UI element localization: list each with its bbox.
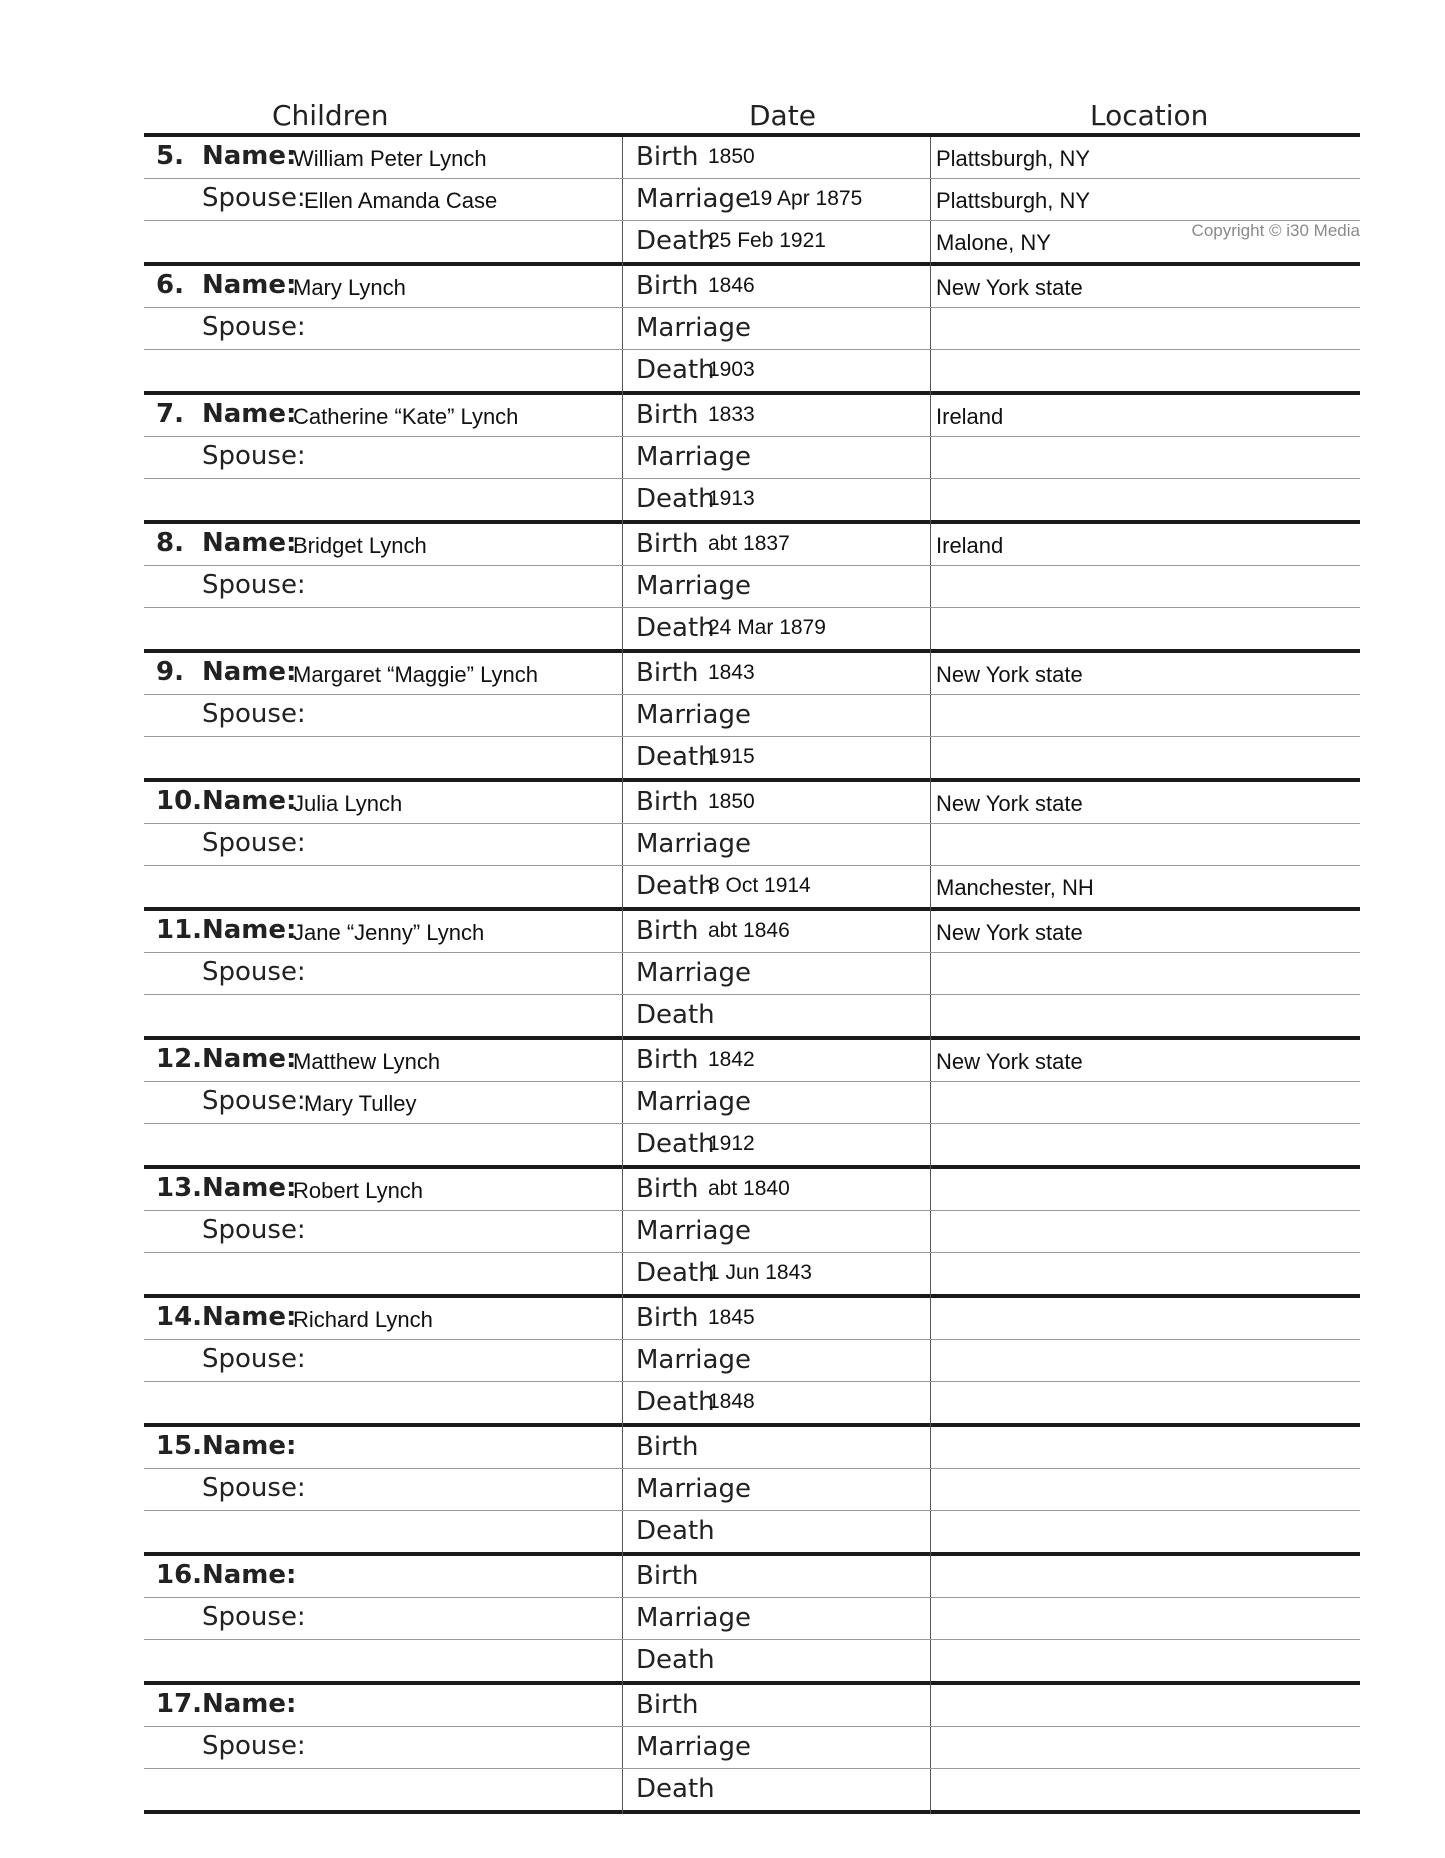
children-cell xyxy=(144,137,622,178)
death-label: Death xyxy=(636,1129,715,1159)
children-cell xyxy=(144,866,622,907)
date-cell xyxy=(624,608,929,649)
child-number: 17. xyxy=(156,1689,203,1719)
birth-location: New York state xyxy=(936,275,1083,300)
table-row xyxy=(144,866,1360,907)
spouse-label: Spouse: xyxy=(202,828,306,858)
location-cell xyxy=(932,266,1360,307)
birth-location: New York state xyxy=(936,1049,1083,1074)
location-cell xyxy=(932,350,1360,391)
marriage-label: Marriage xyxy=(636,829,751,859)
death-label: Death xyxy=(636,1000,715,1030)
child-entry xyxy=(144,653,1360,782)
spouse-label: Spouse: xyxy=(202,1344,306,1374)
birth-label: Birth xyxy=(636,1303,699,1333)
table-row xyxy=(144,1427,1360,1469)
name-label: Name: xyxy=(202,657,297,687)
location-cell xyxy=(932,737,1360,778)
children-table xyxy=(144,137,1360,1814)
location-cell xyxy=(932,524,1360,565)
children-cell xyxy=(144,395,622,436)
table-row xyxy=(144,737,1360,778)
children-cell xyxy=(144,1556,622,1597)
marriage-label: Marriage xyxy=(636,958,751,988)
child-entry xyxy=(144,782,1360,911)
birth-label: Birth xyxy=(636,1432,699,1462)
death-location: Malone, NY xyxy=(936,230,1051,255)
table-row xyxy=(144,566,1360,608)
marriage-label: Marriage xyxy=(636,571,751,601)
table-row xyxy=(144,179,1360,221)
location-cell xyxy=(932,653,1360,694)
birth-label: Birth xyxy=(636,529,699,559)
birth-label: Birth xyxy=(636,1174,699,1204)
children-cell xyxy=(144,695,622,736)
table-row xyxy=(144,782,1360,824)
death-label: Death xyxy=(636,1516,715,1546)
birth-location: New York state xyxy=(936,662,1083,687)
death-label: Death xyxy=(636,742,715,772)
birth-label: Birth xyxy=(636,658,699,688)
table-row xyxy=(144,350,1360,391)
table-row xyxy=(144,653,1360,695)
marriage-label: Marriage xyxy=(636,1474,751,1504)
date-cell xyxy=(624,1253,929,1294)
location-cell xyxy=(932,608,1360,649)
date-cell xyxy=(624,911,929,952)
child-number: 11. xyxy=(156,915,203,945)
spouse-label: Spouse: xyxy=(202,570,306,600)
child-number: 12. xyxy=(156,1044,203,1074)
spouse-label: Spouse: xyxy=(202,1086,306,1116)
child-entry xyxy=(144,1169,1360,1298)
child-number: 13. xyxy=(156,1173,203,1203)
children-cell xyxy=(144,1211,622,1252)
name-label: Name: xyxy=(202,1431,297,1461)
date-cell xyxy=(624,995,929,1036)
child-entry xyxy=(144,1427,1360,1556)
spouse-name: Ellen Amanda Case xyxy=(304,188,498,213)
location-cell xyxy=(932,995,1360,1036)
date-cell xyxy=(624,695,929,736)
children-cell xyxy=(144,995,622,1036)
marriage-date: 19 Apr 1875 xyxy=(749,187,863,210)
child-name: Richard Lynch xyxy=(293,1307,433,1332)
spouse-label: Spouse: xyxy=(202,957,306,987)
child-entry xyxy=(144,911,1360,1040)
birth-label: Birth xyxy=(636,142,699,172)
name-label: Name: xyxy=(202,1689,297,1719)
date-cell xyxy=(624,1124,929,1165)
location-cell xyxy=(932,1769,1360,1810)
location-cell xyxy=(932,695,1360,736)
table-row xyxy=(144,1340,1360,1382)
child-entry xyxy=(144,266,1360,395)
birth-label: Birth xyxy=(636,1690,699,1720)
table-row xyxy=(144,695,1360,737)
table-row xyxy=(144,1727,1360,1769)
children-cell xyxy=(144,479,622,520)
child-number: 5. xyxy=(156,141,184,171)
child-name: Matthew Lynch xyxy=(293,1049,441,1074)
date-cell xyxy=(624,1211,929,1252)
table-row xyxy=(144,824,1360,866)
location-cell xyxy=(932,1124,1360,1165)
death-label: Death xyxy=(636,355,715,385)
location-cell xyxy=(932,179,1360,220)
table-row xyxy=(144,1253,1360,1294)
death-label: Death xyxy=(636,226,715,256)
death-label: Death xyxy=(636,1387,715,1417)
date-cell xyxy=(624,179,929,220)
children-cell xyxy=(144,1340,622,1381)
entry-separator xyxy=(144,1810,1360,1814)
date-cell xyxy=(624,1340,929,1381)
date-cell xyxy=(624,1598,929,1639)
children-cell xyxy=(144,566,622,607)
birth-location: Ireland xyxy=(936,533,1004,558)
table-row xyxy=(144,1169,1360,1211)
death-date: 1915 xyxy=(708,745,755,768)
marriage-label: Marriage xyxy=(636,1087,751,1117)
death-label: Death xyxy=(636,871,715,901)
spouse-label: Spouse: xyxy=(202,1602,306,1632)
spouse-label: Spouse: xyxy=(202,1731,306,1761)
birth-date: 1846 xyxy=(708,274,755,297)
children-cell xyxy=(144,308,622,349)
child-name: Julia Lynch xyxy=(293,791,403,816)
location-cell xyxy=(932,1040,1360,1081)
birth-date: 1833 xyxy=(708,403,755,426)
death-date: 1848 xyxy=(708,1390,755,1413)
name-label: Name: xyxy=(202,1560,297,1590)
birth-location: Plattsburgh, NY xyxy=(936,146,1091,171)
table-row xyxy=(144,608,1360,649)
name-label: Name: xyxy=(202,1302,297,1332)
child-number: 15. xyxy=(156,1431,203,1461)
child-entry xyxy=(144,137,1360,266)
table-row xyxy=(144,1556,1360,1598)
death-label: Death xyxy=(636,1645,715,1675)
date-cell xyxy=(624,737,929,778)
name-label: Name: xyxy=(202,399,297,429)
table-row xyxy=(144,1511,1360,1552)
children-cell xyxy=(144,653,622,694)
location-cell xyxy=(932,782,1360,823)
location-cell xyxy=(932,1556,1360,1597)
table-row xyxy=(144,137,1360,179)
location-cell xyxy=(932,566,1360,607)
date-cell xyxy=(624,866,929,907)
date-cell xyxy=(624,437,929,478)
table-row xyxy=(144,437,1360,479)
children-cell xyxy=(144,953,622,994)
date-cell xyxy=(624,1082,929,1123)
child-name: Catherine “Kate” Lynch xyxy=(293,404,519,429)
birth-label: Birth xyxy=(636,1045,699,1075)
children-cell xyxy=(144,1082,622,1123)
location-cell xyxy=(932,1685,1360,1726)
date-cell xyxy=(624,1640,929,1681)
birth-location: New York state xyxy=(936,920,1083,945)
table-row xyxy=(144,1640,1360,1681)
death-date: 1912 xyxy=(708,1132,755,1155)
location-cell xyxy=(932,911,1360,952)
date-cell xyxy=(624,524,929,565)
marriage-label: Marriage xyxy=(636,313,751,343)
date-cell xyxy=(624,221,929,262)
date-cell xyxy=(624,1169,929,1210)
child-name: Jane “Jenny” Lynch xyxy=(293,920,485,945)
location-cell xyxy=(932,1253,1360,1294)
child-name: Bridget Lynch xyxy=(293,533,427,558)
children-cell xyxy=(144,1040,622,1081)
date-cell xyxy=(624,350,929,391)
location-cell xyxy=(932,221,1360,262)
child-number: 7. xyxy=(156,399,184,429)
children-cell xyxy=(144,524,622,565)
location-cell xyxy=(932,1340,1360,1381)
child-number: 6. xyxy=(156,270,184,300)
location-cell xyxy=(932,308,1360,349)
table-row xyxy=(144,1382,1360,1423)
children-cell xyxy=(144,221,622,262)
children-cell xyxy=(144,350,622,391)
location-cell xyxy=(932,395,1360,436)
children-cell xyxy=(144,1511,622,1552)
table-row xyxy=(144,221,1360,262)
location-cell xyxy=(932,1298,1360,1339)
children-cell xyxy=(144,437,622,478)
location-cell xyxy=(932,1469,1360,1510)
spouse-label: Spouse: xyxy=(202,183,306,213)
spouse-label: Spouse: xyxy=(202,699,306,729)
date-cell xyxy=(624,824,929,865)
location-cell xyxy=(932,1511,1360,1552)
child-name: William Peter Lynch xyxy=(293,146,487,171)
table-row xyxy=(144,1298,1360,1340)
table-row xyxy=(144,1040,1360,1082)
date-cell xyxy=(624,653,929,694)
location-cell xyxy=(932,866,1360,907)
marriage-label: Marriage xyxy=(636,1345,751,1375)
birth-label: Birth xyxy=(636,916,699,946)
table-row xyxy=(144,524,1360,566)
table-row xyxy=(144,911,1360,953)
location-cell xyxy=(932,437,1360,478)
date-cell xyxy=(624,1727,929,1768)
location-cell xyxy=(932,1211,1360,1252)
date-cell xyxy=(624,1511,929,1552)
child-name: Robert Lynch xyxy=(293,1178,424,1203)
birth-date: abt 1837 xyxy=(708,532,790,555)
date-cell xyxy=(624,1040,929,1081)
name-label: Name: xyxy=(202,528,297,558)
death-label: Death xyxy=(636,1258,715,1288)
date-cell xyxy=(624,566,929,607)
birth-date: 1850 xyxy=(708,145,755,168)
child-number: 8. xyxy=(156,528,184,558)
date-cell xyxy=(624,395,929,436)
children-cell xyxy=(144,1298,622,1339)
copyright-notice: Copyright © i30 Media xyxy=(1191,221,1360,240)
table-row xyxy=(144,395,1360,437)
header-date: Date xyxy=(749,99,816,132)
table-row xyxy=(144,953,1360,995)
children-cell xyxy=(144,1169,622,1210)
children-cell xyxy=(144,179,622,220)
table-row xyxy=(144,308,1360,350)
death-date: 1913 xyxy=(708,487,755,510)
date-cell xyxy=(624,1769,929,1810)
death-date: 8 Oct 1914 xyxy=(708,874,811,897)
marriage-location: Plattsburgh, NY xyxy=(936,188,1091,213)
child-number: 9. xyxy=(156,657,184,687)
table-row xyxy=(144,1685,1360,1727)
death-date: 1 Jun 1843 xyxy=(708,1261,812,1284)
date-cell xyxy=(624,1556,929,1597)
location-cell xyxy=(932,1598,1360,1639)
name-label: Name: xyxy=(202,1044,297,1074)
name-label: Name: xyxy=(202,915,297,945)
marriage-label: Marriage xyxy=(636,1732,751,1762)
location-cell xyxy=(932,1169,1360,1210)
date-cell xyxy=(624,1469,929,1510)
death-location: Manchester, NH xyxy=(936,875,1094,900)
child-entry xyxy=(144,1556,1360,1685)
death-label: Death xyxy=(636,484,715,514)
birth-label: Birth xyxy=(636,787,699,817)
location-cell xyxy=(932,953,1360,994)
birth-location: Ireland xyxy=(936,404,1004,429)
child-number: 10. xyxy=(156,786,203,816)
children-cell xyxy=(144,1769,622,1810)
child-name: Margaret “Maggie” Lynch xyxy=(293,662,538,687)
children-cell xyxy=(144,737,622,778)
child-number: 16. xyxy=(156,1560,203,1590)
location-cell xyxy=(932,1427,1360,1468)
spouse-label: Spouse: xyxy=(202,1473,306,1503)
date-cell xyxy=(624,137,929,178)
birth-location: New York state xyxy=(936,791,1083,816)
children-cell xyxy=(144,1124,622,1165)
marriage-label: Marriage xyxy=(636,1603,751,1633)
family-record-sheet xyxy=(144,95,1360,1814)
date-cell xyxy=(624,1382,929,1423)
death-date: 24 Mar 1879 xyxy=(708,616,826,639)
date-cell xyxy=(624,782,929,823)
children-cell xyxy=(144,782,622,823)
table-row xyxy=(144,266,1360,308)
children-cell xyxy=(144,1640,622,1681)
date-cell xyxy=(624,266,929,307)
children-cell xyxy=(144,1469,622,1510)
column-headers xyxy=(144,95,1360,133)
birth-date: 1850 xyxy=(708,790,755,813)
spouse-label: Spouse: xyxy=(202,1215,306,1245)
death-label: Death xyxy=(636,1774,715,1804)
name-label: Name: xyxy=(202,1173,297,1203)
spouse-name: Mary Tulley xyxy=(304,1091,417,1116)
marriage-label: Marriage xyxy=(636,700,751,730)
location-cell xyxy=(932,1082,1360,1123)
date-cell xyxy=(624,479,929,520)
children-cell xyxy=(144,266,622,307)
date-cell xyxy=(624,953,929,994)
table-row xyxy=(144,1124,1360,1165)
birth-date: 1845 xyxy=(708,1306,755,1329)
birth-label: Birth xyxy=(636,271,699,301)
date-cell xyxy=(624,1298,929,1339)
birth-date: 1843 xyxy=(708,661,755,684)
table-row xyxy=(144,1082,1360,1124)
header-children: Children xyxy=(272,99,389,132)
birth-date: abt 1840 xyxy=(708,1177,790,1200)
name-label: Name: xyxy=(202,270,297,300)
child-entry xyxy=(144,1040,1360,1169)
table-row xyxy=(144,1769,1360,1810)
birth-date: 1842 xyxy=(708,1048,755,1071)
children-cell xyxy=(144,824,622,865)
date-cell xyxy=(624,308,929,349)
birth-label: Birth xyxy=(636,400,699,430)
children-cell xyxy=(144,608,622,649)
death-date: 25 Feb 1921 xyxy=(708,229,826,252)
header-location: Location xyxy=(1090,99,1209,132)
name-label: Name: xyxy=(202,141,297,171)
children-cell xyxy=(144,1727,622,1768)
location-cell xyxy=(932,1727,1360,1768)
marriage-label: Marriage xyxy=(636,184,751,214)
spouse-label: Spouse: xyxy=(202,441,306,471)
date-cell xyxy=(624,1685,929,1726)
date-cell xyxy=(624,1427,929,1468)
table-row xyxy=(144,995,1360,1036)
location-cell xyxy=(932,824,1360,865)
children-cell xyxy=(144,1598,622,1639)
child-entry xyxy=(144,524,1360,653)
location-cell xyxy=(932,479,1360,520)
death-date: 1903 xyxy=(708,358,755,381)
table-row xyxy=(144,479,1360,520)
child-name: Mary Lynch xyxy=(293,275,406,300)
children-cell xyxy=(144,1382,622,1423)
death-label: Death xyxy=(636,613,715,643)
spouse-label: Spouse: xyxy=(202,312,306,342)
location-cell xyxy=(932,1640,1360,1681)
child-entry xyxy=(144,1298,1360,1427)
children-cell xyxy=(144,911,622,952)
location-cell xyxy=(932,1382,1360,1423)
children-cell xyxy=(144,1427,622,1468)
birth-date: abt 1846 xyxy=(708,919,790,942)
table-row xyxy=(144,1211,1360,1253)
children-cell xyxy=(144,1685,622,1726)
child-entry xyxy=(144,1685,1360,1814)
name-label: Name: xyxy=(202,786,297,816)
marriage-label: Marriage xyxy=(636,442,751,472)
child-entry xyxy=(144,395,1360,524)
location-cell xyxy=(932,137,1360,178)
children-cell xyxy=(144,1253,622,1294)
table-row xyxy=(144,1598,1360,1640)
table-row xyxy=(144,1469,1360,1511)
marriage-label: Marriage xyxy=(636,1216,751,1246)
birth-label: Birth xyxy=(636,1561,699,1591)
child-number: 14. xyxy=(156,1302,203,1332)
